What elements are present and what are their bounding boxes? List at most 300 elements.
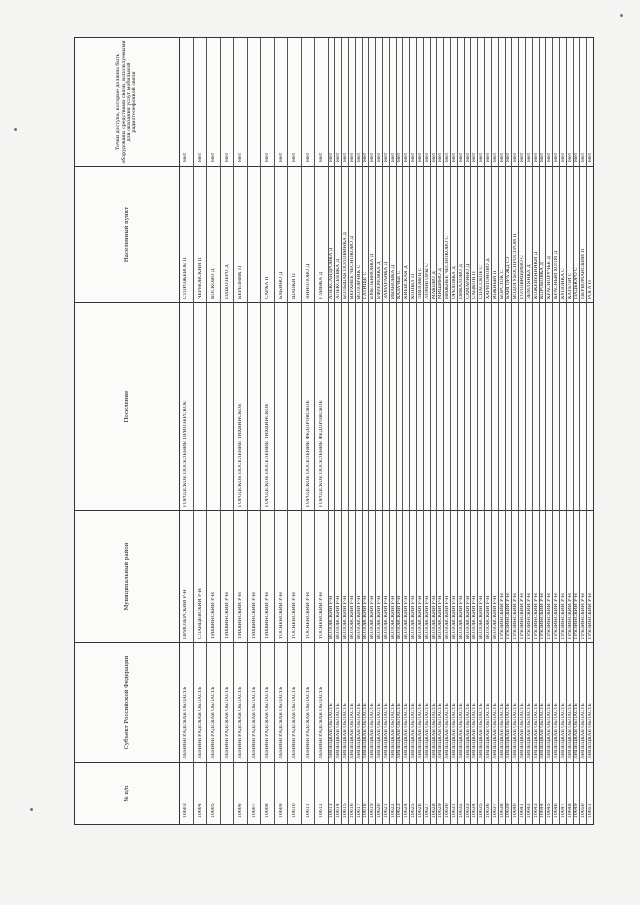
cell-access: Нет (363, 152, 369, 162)
cell-subject: ЛИПЕЦКАЯ ОБЛАСТЬ (411, 703, 417, 759)
table-row (511, 38, 518, 824)
cell-district: ВОЛОВСКИЙ Р-Н (472, 595, 478, 639)
cell-district: ВОЛОВСКИЙ Р-Н (383, 595, 389, 639)
cell-num: 10618 (363, 803, 369, 818)
cell-district: ВОЛОВСКИЙ Р-Н (404, 595, 410, 639)
cell-subject: ЛЕНИНГРАДСКАЯ ОБЛАСТЬ (305, 686, 311, 759)
table-row (355, 38, 362, 824)
cell-access: Нет (547, 152, 553, 162)
cell-district: ВОЛОВСКИЙ Р-Н (458, 595, 464, 639)
table-row (566, 38, 573, 824)
cell-locality: КОСКОВО Д (211, 268, 217, 299)
cell-subject: ЛИПЕЦКАЯ ОБЛАСТЬ (567, 703, 573, 759)
cell-subject: ЛЕНИНГРАДСКАЯ ОБЛАСТЬ (319, 686, 325, 759)
table-row (206, 38, 220, 824)
table-row (491, 38, 498, 824)
cell-access: Нет (319, 152, 325, 162)
cell-num: 10651 (588, 803, 594, 818)
cell-access: Нет (411, 152, 417, 162)
cell-locality: КАЗАЧЬЕ С (397, 270, 403, 299)
scan-speck (30, 808, 33, 811)
cell-district: ВОЛОВСКИЙ Р-Н (411, 595, 417, 639)
cell-district: ВОЛОВСКИЙ Р-Н (349, 595, 355, 639)
cell-num: 10638 (499, 803, 505, 818)
cell-district: ТОСНЕНСКИЙ Р-Н (278, 592, 284, 639)
cell-settlement: ГОРОДСКОЕ ПОСЕЛЕНИЕ ТИХВИНСКОЕ (265, 403, 271, 507)
cell-locality: ВОЛОВЧИК С (356, 264, 362, 299)
cell-subject: ЛИПЕЦКАЯ ОБЛАСТЬ (520, 703, 525, 759)
cell-subject: ЛИПЕЦКАЯ ОБЛАСТЬ (506, 703, 512, 759)
cell-access: Нет (438, 152, 444, 162)
cell-locality: КРАСНОРУЧЬЕ Д (547, 255, 553, 299)
cell-num: 10617 (356, 803, 362, 818)
cell-subject: ЛИПЕЦКАЯ ОБЛАСТЬ (370, 703, 376, 759)
cell-subject: ЛЕНИНГРАДСКАЯ ОБЛАСТЬ (183, 686, 189, 759)
table-row (382, 38, 389, 824)
cell-num: 10644 (540, 803, 546, 818)
table-row (274, 38, 288, 824)
table-row (402, 38, 409, 824)
cell-num: 10620 (377, 803, 383, 818)
cell-locality: ПАДЬЮРО С (574, 267, 580, 299)
header-district: Муниципальный район (75, 510, 179, 642)
cell-district: ГРЯЗИНСКИЙ Р-Н (526, 593, 532, 639)
cell-settlement: ГОРОДСКОЕ ПОСЕЛЕНИЕ ТИХВИНСКОЕ (238, 403, 244, 507)
table-row (260, 38, 274, 824)
cell-num: 10641 (520, 803, 525, 818)
cell-locality: БЕРЕЗНИК П (238, 265, 244, 299)
cell-subject: ЛИПЕЦКАЯ ОБЛАСТЬ (547, 703, 553, 759)
table-row (525, 38, 532, 824)
cell-subject: ЛИПЕЦКАЯ ОБЛАСТЬ (445, 703, 451, 759)
cell-district: ВОЛОВСКИЙ Р-Н (336, 595, 342, 639)
cell-locality: ИВАНОВКА Д (390, 264, 396, 299)
cell-num: 10646 (554, 803, 560, 818)
cell-subject: ЛИПЕЦКАЯ ОБЛАСТЬ (390, 703, 396, 759)
cell-subject: ЛИПЕЦКАЯ ОБЛАСТЬ (472, 703, 478, 759)
cell-access: Нет (183, 152, 189, 162)
cell-district: ВОЛОВСКИЙ Р-Н (492, 595, 498, 639)
cell-access: Нет (485, 152, 491, 162)
cell-locality: ВОДОГУБОСПРОСТРОЙ П (513, 233, 519, 299)
cell-num: 10633 (465, 803, 471, 818)
cell-locality: ГАТИЩЕ С (363, 271, 369, 299)
cell-district: ГРЯЗИНСКИЙ Р-Н (588, 593, 594, 639)
cell-district: ТИХВИНСКИЙ Р-Н (238, 592, 244, 639)
header-num: № п/п (75, 762, 179, 824)
cell-district: ГРЯЗИНСКИЙ Р-Н (533, 593, 539, 639)
cell-subject: ЛИПЕЦКАЯ ОБЛАСТЬ (485, 703, 491, 759)
cell-access: Нет (431, 152, 437, 162)
table-row (179, 38, 193, 824)
cell-access: Нет (417, 152, 423, 162)
cell-locality: СТОРОЖЕВОЕ П (183, 257, 189, 299)
cell-access: Нет (458, 152, 464, 162)
cell-district: ГРЯЗИНСКИЙ Р-Н (554, 593, 560, 639)
cell-district: ВОЛОВСКИЙ Р-Н (370, 595, 376, 639)
cell-access: Нет (465, 152, 471, 162)
cell-num: 10631 (451, 803, 457, 818)
cell-access: Нет (574, 152, 580, 162)
cell-locality: ГЛИНКА Д (319, 271, 325, 299)
cell-access: Нет (520, 152, 525, 162)
cell-locality: БАБИНО Д (278, 271, 284, 299)
cell-district: ТИХВИНСКИЙ Р-Н (265, 592, 271, 639)
cell-subject: ЛИПЕЦКАЯ ОБЛАСТЬ (397, 703, 403, 759)
cell-locality: ПИКАЛОВО Д (458, 264, 464, 299)
cell-access: Нет (383, 152, 389, 162)
cell-access: Нет (404, 152, 410, 162)
cell-num: 10626 (417, 803, 423, 818)
cell-num: 10605 (211, 803, 217, 818)
cell-subject: ЛИПЕЦКАЯ ОБЛАСТЬ (533, 703, 539, 759)
cell-num: 10642 (526, 803, 532, 818)
cell-district: ТОСНЕНСКИЙ Р-Н (292, 592, 298, 639)
cell-access: Нет (533, 152, 539, 162)
table-row (518, 38, 525, 824)
cell-locality: ЗЕМЛЯНКА Д (526, 264, 532, 299)
cell-num: 10609 (278, 803, 284, 818)
table-row (341, 38, 348, 824)
cell-access: Нет (567, 152, 573, 162)
cell-access: Нет (370, 152, 376, 162)
cell-locality: КИЕВСКАЯ Д (404, 265, 410, 299)
cell-access: Нет (560, 152, 566, 162)
table-row (396, 38, 403, 824)
table-row (301, 38, 315, 824)
cell-district: ВОЛОВСКИЙ Р-Н (377, 595, 383, 639)
table-row (505, 38, 512, 824)
cell-num: 10648 (567, 803, 573, 818)
cell-subject: ЛИПЕЦКАЯ ОБЛАСТЬ (513, 703, 519, 759)
cell-num: 10619 (370, 803, 376, 818)
cell-num: 10627 (424, 803, 430, 818)
cell-num: 10636 (485, 803, 491, 818)
cell-locality: ПЕРВОМАЙСКИЙ П (581, 248, 587, 299)
cell-locality: МИШИНО Д (438, 268, 444, 299)
cell-num: 10647 (560, 803, 566, 818)
table-row (586, 38, 593, 824)
cell-num: 10611 (305, 803, 311, 818)
cell-access: Нет (329, 152, 335, 162)
cell-subject: ЛИПЕЦКАЯ ОБЛАСТЬ (560, 703, 566, 759)
cell-num: 10628 (431, 803, 437, 818)
table-row (579, 38, 586, 824)
cell-district: ВОЛОВСКИЙ Р-Н (479, 595, 485, 639)
cell-subject: ЛЕНИНГРАДСКАЯ ОБЛАСТЬ (292, 686, 298, 759)
cell-num: 10624 (404, 803, 410, 818)
table-header (75, 38, 180, 824)
cell-num: 10623 (397, 803, 403, 818)
cell-district: ВОЛОВСКИЙ Р-Н (451, 595, 457, 639)
cell-settlement: ГОРОДСКОЕ ПОСЕЛЕНИЕ ПРИОЗЕРСКОЕ (183, 400, 189, 507)
cell-district: ВОЛОВСКИЙ Р-Н (343, 595, 348, 639)
cell-subject: ЛИПЕЦКАЯ ОБЛАСТЬ (438, 703, 444, 759)
cell-locality: ЕФРЕМОВКА Д (377, 261, 383, 299)
cell-subject: ЛЕНИНГРАДСКАЯ ОБЛАСТЬ (238, 686, 244, 759)
cell-subject: ЛЕНИНГРАДСКАЯ ОБЛАСТЬ (265, 686, 271, 759)
table-row (457, 38, 464, 824)
data-table (74, 37, 594, 825)
cell-subject: ЛИПЕЦКАЯ ОБЛАСТЬ (431, 703, 437, 759)
cell-access: Нет (349, 152, 355, 162)
cell-num: 10634 (472, 803, 478, 818)
cell-access: Нет (424, 152, 430, 162)
cell-num: 10604 (197, 803, 203, 818)
cell-locality: КУПОНКА С (560, 268, 566, 299)
cell-locality: ЛОМИГОРЫ С (424, 263, 430, 299)
cell-access: Нет (479, 152, 485, 162)
cell-access: Нет (197, 152, 203, 162)
cell-access: Нет (343, 152, 348, 162)
cell-num: 10650 (581, 803, 587, 818)
cell-district: ГРЯЗИНСКИЙ Р-Н (513, 593, 519, 639)
cell-district: СЛАНЦЕВСКИЙ Р-Н (197, 588, 203, 639)
table-row (362, 38, 369, 824)
scan-speck (620, 14, 623, 17)
table-row (423, 38, 430, 824)
cell-locality: СПАССКОЕ С (479, 265, 485, 299)
cell-subject: ЛИПЕЦКАЯ ОБЛАСТЬ (363, 703, 369, 759)
cell-num: 10637 (492, 803, 498, 818)
cell-locality: САРКА П (265, 276, 271, 299)
cell-num: 10608 (265, 803, 271, 818)
cell-num: 10632 (458, 803, 464, 818)
cell-settlement: ГОРОДСКОЕ ПОСЕЛЕНИЕ ФЕДОРОВСКОЕ (305, 400, 311, 507)
table-row (436, 38, 443, 824)
cell-subject: ЛИПЕЦКАЯ ОБЛАСТЬ (554, 703, 560, 759)
cell-num: 10610 (292, 803, 298, 818)
table-row (247, 38, 261, 824)
cell-access: Нет (540, 152, 546, 162)
scan-speck (14, 128, 17, 131)
cell-access: Нет (211, 152, 217, 162)
cell-access: Нет (377, 152, 383, 162)
cell-district: ГРЯЗИНСКИЙ Р-Н (520, 593, 525, 639)
table-row (559, 38, 566, 824)
cell-subject: ЛИПЕЦКАЯ ОБЛАСТЬ (492, 703, 498, 759)
cell-subject: ЛИПЕЦКАЯ ОБЛАСТЬ (424, 703, 430, 759)
cell-district: ГРЯЗИНСКИЙ Р-Н (540, 593, 546, 639)
cell-num: 10643 (533, 803, 539, 818)
cell-district: ПРИОЗЕРСКИЙ Р-Н (183, 589, 189, 639)
table-row (430, 38, 437, 824)
cell-locality: КРАСНЫЙ ХОЛМ Д (554, 250, 560, 299)
cell-subject: ЛИПЕЦКАЯ ОБЛАСТЬ (356, 703, 362, 759)
cell-locality: НИЖНЕЕ ЧЕСНОКОВО С (445, 236, 451, 299)
cell-access: Нет (581, 152, 587, 162)
cell-district: ВОЛОВСКИЙ Р-Н (438, 595, 444, 639)
table-row (348, 38, 355, 824)
cell-num: 10603 (183, 803, 189, 818)
cell-subject: ЛИПЕЦКАЯ ОБЛАСТЬ (343, 703, 348, 759)
cell-district: ВОЛОВСКИЙ Р-Н (465, 595, 471, 639)
cell-num: 10649 (574, 803, 580, 818)
cell-district: ВОЛОВСКИЙ Р-Н (397, 595, 403, 639)
cell-locality: РОГА П (588, 280, 594, 299)
cell-district: ГРЯЗИНСКИЙ Р-Н (574, 593, 580, 639)
cell-district: ТОСНЕНСКИЙ Р-Н (319, 592, 325, 639)
table-row (443, 38, 450, 824)
cell-district: ГРЯЗИНСКИЙ Р-Н (547, 593, 553, 639)
cell-locality: БОЛЬШАЯ ПОЛОВИНКА Д (343, 232, 348, 299)
cell-subject: ЛИПЕЦКАЯ ОБЛАСТЬ (458, 703, 464, 759)
cell-locality: ЕМЕЛЬЯНОВКА Д (370, 253, 376, 299)
cell-district: ВОЛОВСКИЙ Р-Н (424, 595, 430, 639)
cell-num: 10639 (506, 803, 512, 818)
cell-access: Нет (224, 152, 230, 162)
cell-locality: КОПЫЛ П (411, 273, 417, 299)
cell-access: Нет (472, 152, 478, 162)
cell-district: ВОЛОВСКИЙ Р-Н (363, 595, 369, 639)
cell-num: 10622 (390, 803, 396, 818)
cell-subject: ЛИПЕЦКАЯ ОБЛАСТЬ (526, 703, 532, 759)
cell-num: 10613 (329, 803, 335, 818)
cell-locality: МАКОВО Д (431, 271, 437, 299)
table-row (545, 38, 552, 824)
cell-subject: ЛИПЕЦКАЯ ОБЛАСТЬ (451, 703, 457, 759)
cell-access: Нет (445, 152, 451, 162)
cell-num: 10625 (411, 803, 417, 818)
cell-district: ГРЯЗИНСКИЙ Р-Н (581, 593, 587, 639)
cell-num: 10612 (319, 803, 325, 818)
cell-subject: ЛИПЕЦКАЯ ОБЛАСТЬ (329, 703, 335, 759)
cell-subject: ЛИПЕЦКАЯ ОБЛАСТЬ (383, 703, 389, 759)
cell-subject: ЛИПЕЦКАЯ ОБЛАСТЬ (574, 703, 580, 759)
cell-subject: ЛИПЕЦКАЯ ОБЛАСТЬ (499, 703, 505, 759)
table-row (314, 38, 328, 824)
cell-subject: ЛИПЕЦКАЯ ОБЛАСТЬ (336, 703, 342, 759)
table-row (484, 38, 491, 824)
cell-access: Нет (305, 152, 311, 162)
cell-district: ТИХВИНСКИЙ Р-Н (224, 592, 230, 639)
table-row (375, 38, 382, 824)
cell-subject: ЛИПЕЦКАЯ ОБЛАСТЬ (349, 703, 355, 759)
cell-district: ВОЛОВСКИЙ Р-Н (417, 595, 423, 639)
cell-locality: ЮЖНЫЙ П (492, 270, 498, 299)
table-row (334, 38, 341, 824)
cell-num: 10630 (445, 803, 451, 818)
cell-access: Нет (526, 152, 532, 162)
cell-settlement: ГОРОДСКОЕ ПОСЕЛЕНИЕ ФЕДОРОВСКОЕ (319, 400, 325, 507)
cell-access: Нет (390, 152, 396, 162)
cell-locality: АЛЕКСЕЕВКА Д (336, 258, 342, 299)
cell-locality: ЛИПОВЕЦ С (417, 267, 423, 299)
cell-district: ВОЛОВСКИЙ Р-Н (390, 595, 396, 639)
table-row (552, 38, 559, 824)
cell-subject: ЛИПЕЦКАЯ ОБЛАСТЬ (581, 703, 587, 759)
header-locality: Населенный пункт (75, 166, 179, 302)
cell-district: ВОЛОВСКИЙ Р-Н (445, 595, 451, 639)
cell-subject: ЛИПЕЦКАЯ ОБЛАСТЬ (479, 703, 485, 759)
cell-access: Нет (238, 152, 244, 162)
cell-access: Нет (513, 152, 519, 162)
table-row (220, 38, 234, 824)
cell-locality: КАТЕЛИ С (567, 272, 573, 299)
cell-locality: ПАШОЗЕРО Д (224, 264, 230, 299)
table-row (464, 38, 471, 824)
cell-access: Нет (588, 152, 594, 162)
header-settlement: Поселение (75, 302, 179, 510)
header-access: Точки доступа, которые должны быть оборудованы средствами связи, используемыми для оказания услуг мобильной радиотелефонной связи (116, 40, 138, 164)
cell-subject: ЛИПЕЦКАЯ ОБЛАСТЬ (588, 703, 594, 759)
cell-district: ТИХВИНСКИЙ Р-Н (251, 592, 257, 639)
cell-subject: ЛЕНИНГРАДСКАЯ ОБЛАСТЬ (211, 686, 217, 759)
cell-num: 10615 (343, 803, 348, 818)
cell-num: 10645 (547, 803, 553, 818)
cell-district: ГРЯЗИНСКИЙ Р-Н (567, 593, 573, 639)
cell-subject: ЛИПЕЦКАЯ ОБЛАСТЬ (465, 703, 471, 759)
cell-access: Нет (356, 152, 362, 162)
cell-subject: ЛИПЕЦКАЯ ОБЛАСТЬ (377, 703, 383, 759)
cell-locality: БАЙГОРА ЖД СТ (506, 256, 512, 299)
cell-access: Нет (397, 152, 403, 162)
cell-district: ВОЛОВСКИЙ Р-Н (485, 595, 491, 639)
table-row (389, 38, 396, 824)
cell-locality: ЗАМАРАЙКА Д (383, 261, 389, 299)
cell-subject: ЛЕНИНГРАДСКАЯ ОБЛАСТЬ (224, 686, 230, 759)
cell-locality: АЛЕКСАНДРОВКА Д (329, 247, 335, 299)
cell-access: Нет (292, 152, 298, 162)
cell-locality: ЧЕРНОВСКИЙ П (197, 257, 203, 299)
cell-district: ГРЯЗИНСКИЙ Р-Н (499, 593, 505, 639)
cell-locality: САЦКОН П (472, 271, 478, 299)
cell-locality: ВЕРХНЕЕ ЧЕСНОКОВО Д (349, 235, 355, 299)
table-body (179, 38, 593, 824)
cell-num: 10606 (238, 803, 244, 818)
table-row (328, 38, 335, 824)
cell-locality: ХАРИТОНОВО Д (485, 258, 491, 299)
cell-subject: ЛЕНИНГРАДСКАЯ ОБЛАСТЬ (278, 686, 284, 759)
cell-district: ТИХВИНСКИЙ Р-Н (211, 592, 217, 639)
cell-subject: ЛЕНИНГРАДСКАЯ ОБЛАСТЬ (251, 686, 257, 759)
cell-district: ТОСНЕНСКИЙ Р-Н (305, 592, 311, 639)
cell-access: Нет (278, 152, 284, 162)
header-subject: Субъект Российской Федерации (75, 642, 179, 762)
cell-subject: ЛИПЕЦКАЯ ОБЛАСТЬ (540, 703, 546, 759)
cell-num: 10640 (513, 803, 519, 818)
cell-locality: КОЖЕВЕННИКИ Д (533, 251, 539, 299)
table-row (539, 38, 546, 824)
cell-district: ВОЛОВСКИЙ Р-Н (431, 595, 437, 639)
cell-num: 10616 (349, 803, 355, 818)
cell-access: Нет (506, 152, 512, 162)
table-row (498, 38, 505, 824)
cell-locality: БОРСТОК С (499, 269, 505, 299)
cell-locality: АННОЛОВО Д (305, 263, 311, 299)
cell-district: ГРЯЗИНСКИЙ Р-Н (560, 593, 566, 639)
cell-access: Нет (554, 152, 560, 162)
cell-subject: ЛЕНИНГРАДСКАЯ ОБЛАСТЬ (197, 686, 203, 759)
table-row (470, 38, 477, 824)
cell-num: 10621 (383, 803, 389, 818)
cell-locality: ГОЛОВИЩИНО С (520, 255, 525, 299)
table-row (477, 38, 484, 824)
cell-subject: ЛИПЕЦКАЯ ОБЛАСТЬ (417, 703, 423, 759)
table-row (233, 38, 247, 824)
cell-access: Нет (499, 152, 505, 162)
cell-num: 10614 (336, 803, 342, 818)
table-row (287, 38, 301, 824)
cell-access: Нет (265, 152, 271, 162)
cell-district: ГРЯЗИНСКИЙ Р-Н (506, 593, 512, 639)
cell-district: ВОЛОВСКИЙ Р-Н (329, 595, 335, 639)
table-row (193, 38, 207, 824)
cell-num: 10629 (438, 803, 444, 818)
cell-num: 10635 (479, 803, 485, 818)
cell-access: Нет (451, 152, 457, 162)
table-row (573, 38, 580, 824)
